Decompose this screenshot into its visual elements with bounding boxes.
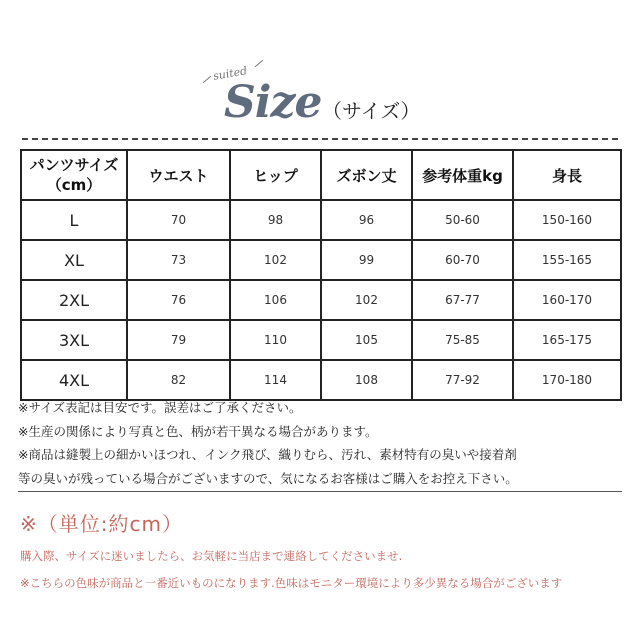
height-cell: 155-165 xyxy=(513,240,621,280)
note-line: ※サイズ表記は目安です。誤差はご了承ください。 xyxy=(18,400,302,415)
hip-cell: 106 xyxy=(230,280,321,320)
weight-cell: 67-77 xyxy=(412,280,513,320)
unit-label: ※（単位:約cm） xyxy=(20,512,183,536)
size-cell: 4XL xyxy=(21,360,127,400)
length-cell: 99 xyxy=(321,240,412,280)
weight-cell: 50-60 xyxy=(412,200,513,240)
hip-cell: 98 xyxy=(230,200,321,240)
waist-cell: 79 xyxy=(127,320,230,360)
note-line: 等の臭いが残っている場合がございますので、気になるお客様はご購入をお控え下さい。 xyxy=(18,470,518,486)
height-cell: 160-170 xyxy=(513,280,621,320)
header-length: ズボン丈 xyxy=(321,150,412,200)
height-cell: 150-160 xyxy=(513,200,621,240)
header-weight: 参考体重kg xyxy=(412,150,513,200)
size-cell: 2XL xyxy=(21,280,127,320)
note-line: ※商品は縫製上の細かいほつれ、インク飛び、織りむら、汚れ、素材特有の臭いや接着剤 xyxy=(18,447,517,462)
header-pants-size-label xyxy=(22,155,126,195)
table-row xyxy=(21,280,621,320)
size-table xyxy=(20,149,622,401)
header-hip: ヒップ xyxy=(230,150,321,200)
header-pants-size xyxy=(21,150,127,200)
table-row xyxy=(21,240,621,280)
table-row xyxy=(21,200,621,240)
waist-cell: 82 xyxy=(127,360,230,400)
hip-cell: 102 xyxy=(230,240,321,280)
size-title: Size xyxy=(224,77,322,128)
length-cell: 102 xyxy=(321,280,412,320)
header-pants-size-unit: （cm） xyxy=(46,176,102,194)
length-cell: 105 xyxy=(321,320,412,360)
weight-cell: 60-70 xyxy=(412,240,513,280)
notes-divider xyxy=(18,491,622,492)
hip-cell: 110 xyxy=(230,320,321,360)
header-pants-size-title: パンツサイズ xyxy=(29,156,119,174)
header-height: 身長 xyxy=(513,150,621,200)
notes-block xyxy=(18,396,622,490)
size-cell: 3XL xyxy=(21,320,127,360)
size-cell: XL xyxy=(21,240,127,280)
height-cell: 165-175 xyxy=(513,320,621,360)
suited-badge: suited xyxy=(212,64,249,83)
table-row xyxy=(21,360,621,400)
color-note: ※こちらの色味が商品と一番近いものになります.色味はモニター環境により多少異なる場合がございます xyxy=(20,576,563,590)
weight-cell: 77-92 xyxy=(412,360,513,400)
waist-cell: 70 xyxy=(127,200,230,240)
header-waist: ウエスト xyxy=(127,150,230,200)
height-cell: 170-180 xyxy=(513,360,621,400)
size-header xyxy=(0,55,640,135)
weight-cell: 75-85 xyxy=(412,320,513,360)
length-cell: 96 xyxy=(321,200,412,240)
decor-line-right xyxy=(255,60,263,67)
hip-cell: 114 xyxy=(230,360,321,400)
table-header-row xyxy=(21,150,621,200)
waist-cell: 76 xyxy=(127,280,230,320)
dashed-divider xyxy=(22,138,618,140)
table-row xyxy=(21,320,621,360)
size-subtitle: （サイズ） xyxy=(322,99,421,123)
note-line: ※生産の関係により写真と色、柄が若干異なる場合があります。 xyxy=(18,423,378,439)
size-cell: L xyxy=(21,200,127,240)
decor-line-left xyxy=(203,76,211,83)
waist-cell: 73 xyxy=(127,240,230,280)
length-cell: 108 xyxy=(321,360,412,400)
contact-note: 購入際、サイズに迷いましたら、お気軽に当店まで連絡してくださいませ. xyxy=(20,549,403,563)
